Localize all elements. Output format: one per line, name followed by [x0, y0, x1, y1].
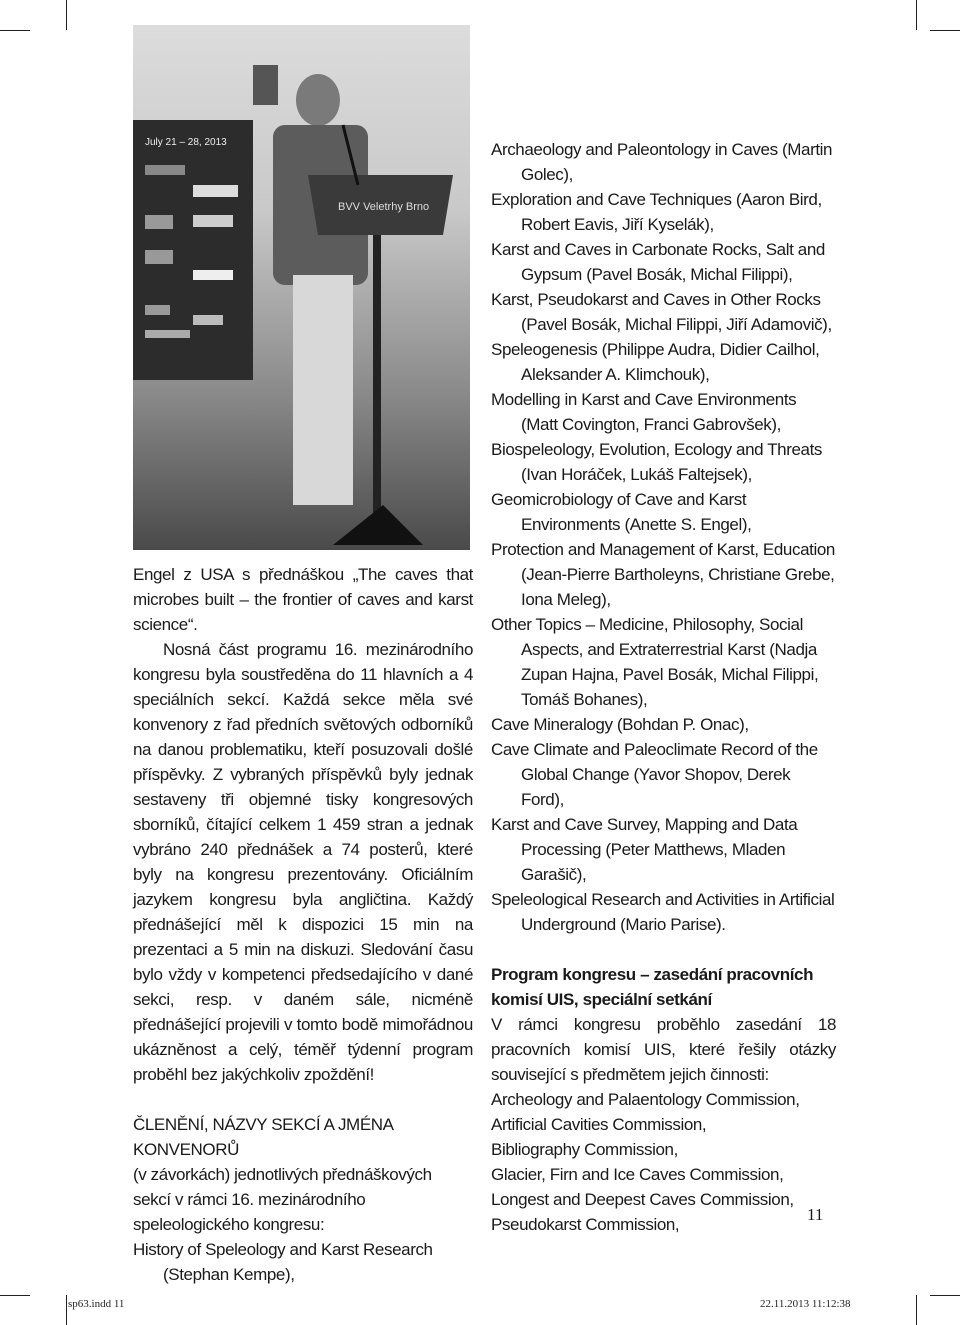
crop-mark-bottom-left-h [0, 1295, 30, 1296]
section-item: History of Speleology and Karst Research (Stephan Kempe), [133, 1240, 433, 1284]
page-number: 11 [807, 1205, 824, 1224]
print-timestamp: 22.11.2013 11:12:38 [760, 1298, 851, 1310]
photo-illustration [133, 25, 470, 550]
section-item: Biospeleology, Evolution, Ecology and Threats (Ivan Horáček, Lukáš Faltejsek), [491, 440, 823, 484]
banner-date: July 21 – 28, 2013 [145, 137, 227, 148]
file-slug: sp63.indd 11 [68, 1298, 125, 1310]
section-item: Other Topics – Medicine, Philosophy, Social Aspects, and Extraterrestrial Karst (Nadja Zupan Hajna, Pavel Bosák, Michal Filippi, Tomáš Bohanes), [491, 615, 819, 709]
crop-mark-top-left [66, 0, 67, 30]
section-heading-rest: (v závorkách) jednotlivých přednáškových sekcí v rámci 16. mezinárodního speleologického kongresu: [133, 1165, 432, 1234]
podium-text: BVV Veletrhy Brno [338, 201, 430, 213]
section-item: Karst and Cave Survey, Mapping and Data Processing (Peter Matthews, Mladen Garašič), [491, 815, 798, 884]
section-item: Geomicrobiology of Cave and Karst Environments (Anette S. Engel), [491, 490, 752, 534]
section-item: Cave Mineralogy (Bohdan P. Onac), [491, 715, 749, 734]
photo-speaker-at-podium [133, 25, 470, 550]
section-item: Exploration and Cave Techniques (Aaron Bird, Robert Eavis, Jiří Kyselák), [491, 190, 822, 234]
commission-item: Longest and Deepest Caves Commission, [491, 1190, 794, 1209]
section-item: Modelling in Karst and Cave Environments (Matt Covington, Franci Gabrovšek), [491, 390, 797, 434]
crop-mark-bottom-left [66, 1295, 67, 1325]
section-item: Speleological Research and Activities in Artificial Underground (Mario Parise). [491, 890, 835, 934]
crop-mark-bottom-right-h [930, 1295, 960, 1296]
section-item: Karst, Pseudokarst and Caves in Other Rocks (Pavel Bosák, Michal Filippi, Jiří Adamovič), [491, 290, 832, 334]
section-item: Karst and Caves in Carbonate Rocks, Salt and Gypsum (Pavel Bosák, Michal Filippi), [491, 240, 825, 284]
crop-mark-top-left-h [0, 30, 30, 31]
commission-item: Artificial Cavities Commission, [491, 1115, 707, 1134]
photo-caption: Engel z USA s přednáškou „The caves that microbes built – the frontier of caves and karst science“. [133, 565, 473, 634]
section-item: Archaeology and Paleontology in Caves (Martin Golec), [491, 140, 833, 184]
section-item: Protection and Management of Karst, Education (Jean-Pierre Bartholeyns, Christiane Grebe, Iona Meleg), [491, 540, 835, 609]
left-column [133, 562, 473, 1287]
program-intro: V rámci kongresu proběhlo zasedání 18 pracovních komisí UIS, které řešily otázky související s předmětem jejich činnosti: [491, 1015, 836, 1084]
section-item: Cave Climate and Paleoclimate Record of the Global Change (Yavor Shopov, Derek Ford), [491, 740, 818, 809]
body-paragraph: Nosná část programu 16. mezinárodního kongresu byla soustředěna do 11 hlavních a 4 speciálních sekcí. Každá sekce měla své konvenory z řad předních světových odborníků na danou problematiku, kteří posuzovali došlé příspěvky. Z vybraných příspěvků byly jednak sestaveny tři objemné tisky kongresových sborníků, čítající celkem 1 459 stran a jednak vybráno 240 přednášek a 74 posterů, které byly na kongresu prezentovány. Oficiálním jazykem kongresu byla angličtina. Každý přednášející měl k dispozici 15 min na prezentaci a 5 min na diskuzi. Sledování času bylo vždy v kompetenci předsedajícího v dané sekci, resp. v daném sále, nicméně přednášející projevili v tomto bodě mimořádnou ukázněnost a celý, téměř týdenní program proběhl bez jakýchkoliv zpoždění! [133, 640, 473, 1084]
commission-item: Glacier, Firn and Ice Caves Commission, [491, 1165, 784, 1184]
crop-mark-bottom-right [916, 1295, 917, 1325]
crop-mark-top-right [916, 0, 917, 30]
crop-mark-top-right-h [930, 30, 960, 31]
commission-item: Pseudokarst Commission, [491, 1215, 680, 1234]
section-item: Speleogenesis (Philippe Audra, Didier Cailhol, Aleksander A. Klimchouk), [491, 340, 820, 384]
commission-item: Bibliography Commission, [491, 1140, 678, 1159]
program-heading: Program kongresu – zasedání pracovních komisí UIS, speciální setkání [491, 965, 814, 1009]
section-heading-upper: ČLENĚNÍ, NÁZVY SEKCÍ A JMÉNA KONVENORŮ [133, 1115, 393, 1159]
right-column [491, 137, 836, 1237]
commission-item: Archeology and Palaentology Commission, [491, 1090, 800, 1109]
